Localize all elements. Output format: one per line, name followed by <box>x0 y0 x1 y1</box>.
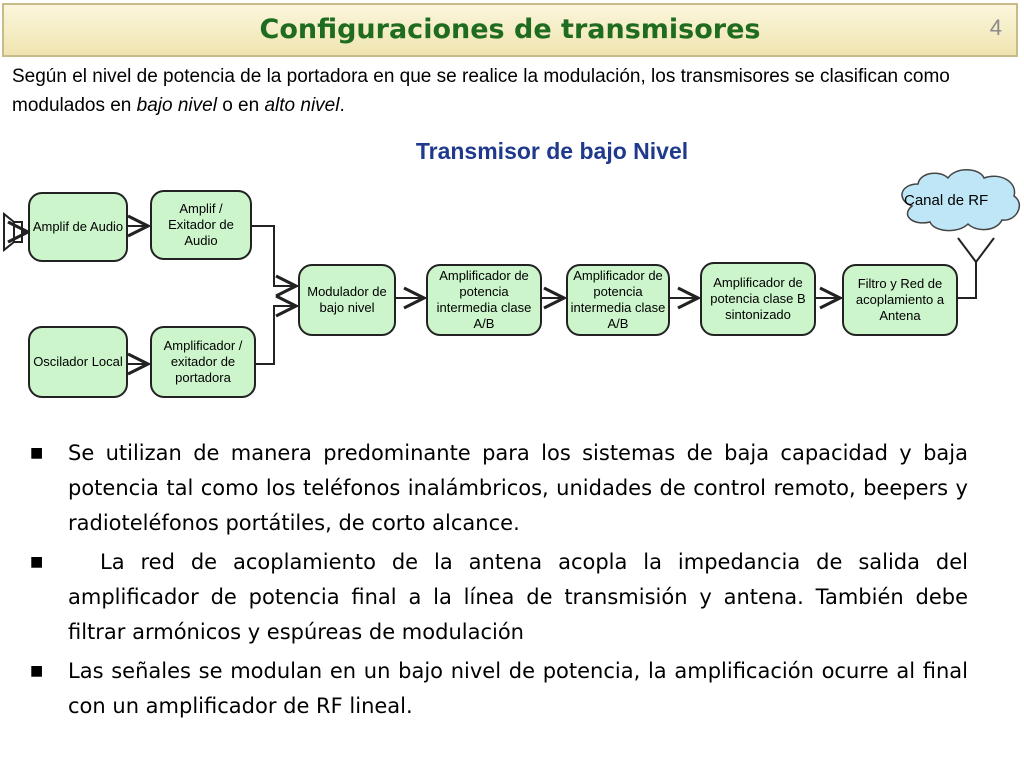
list-item <box>30 436 968 541</box>
page-number: 4 <box>989 15 1002 40</box>
audio-exciter-block: Amplif / Exitador de Audio <box>150 190 252 260</box>
bullet-text: Se utilizan de manera predominante para los sistemas de baja capacidad y baja potencia tal como los teléfonos inalámbricos, unidades de control remoto, beepers y radioteléfonos portátiles, de corto alcance. <box>68 441 968 535</box>
page-title: Configuraciones de transmisores <box>259 14 761 45</box>
list-item <box>30 654 968 724</box>
class-b-amplifier-block: Amplificador de potencia clase B sintonizado <box>700 262 816 336</box>
list-item <box>30 545 968 650</box>
local-oscillator-block: Oscilador Local <box>28 326 128 398</box>
intro-low-level: bajo nivel <box>136 95 217 116</box>
audio-amplifier-block: Amplif de Audio <box>28 192 128 262</box>
modulator-block: Modulador de bajo nivel <box>298 264 396 336</box>
intro-text-end: . <box>339 95 345 116</box>
bullet-list <box>30 436 968 728</box>
intro-text-middle: o en <box>216 95 265 116</box>
intro-text: Según el nivel de potencia de la portadora en que se realice la modulación, los transmisores se clasifican como modulados en <box>12 66 950 116</box>
bullet-marker-icon: ■ <box>30 445 44 461</box>
intro-high-level: alto nivel <box>264 95 340 116</box>
antenna-filter-block: Filtro y Red de acoplamiento a Antena <box>842 264 958 336</box>
bullet-text: Las señales se modulan en un bajo nivel de potencia, la amplificación ocurre al final con un amplificador de RF lineal. <box>68 659 968 718</box>
carrier-exciter-block: Amplificador / exitador de portadora <box>150 326 256 398</box>
intermediate-amplifier-block-2: Amplificador de potencia intermedia clase A/B <box>566 264 670 336</box>
rf-channel-label: Canal de RF <box>904 192 989 209</box>
bullet-marker-icon: ■ <box>30 663 44 679</box>
diagram-title: Transmisor de bajo Nivel <box>415 138 689 164</box>
microphone-icon <box>4 214 28 250</box>
bullet-text: La red de acoplamiento de la antena acopla la impedancia de salida del amplificador de potencia final a la línea de transmisión y antena. También debe filtrar armónicos y espúreas de modulación <box>68 550 968 644</box>
intermediate-amplifier-block-1: Amplificador de potencia intermedia clase A/B <box>426 264 542 336</box>
bullet-marker-icon: ■ <box>30 554 44 570</box>
